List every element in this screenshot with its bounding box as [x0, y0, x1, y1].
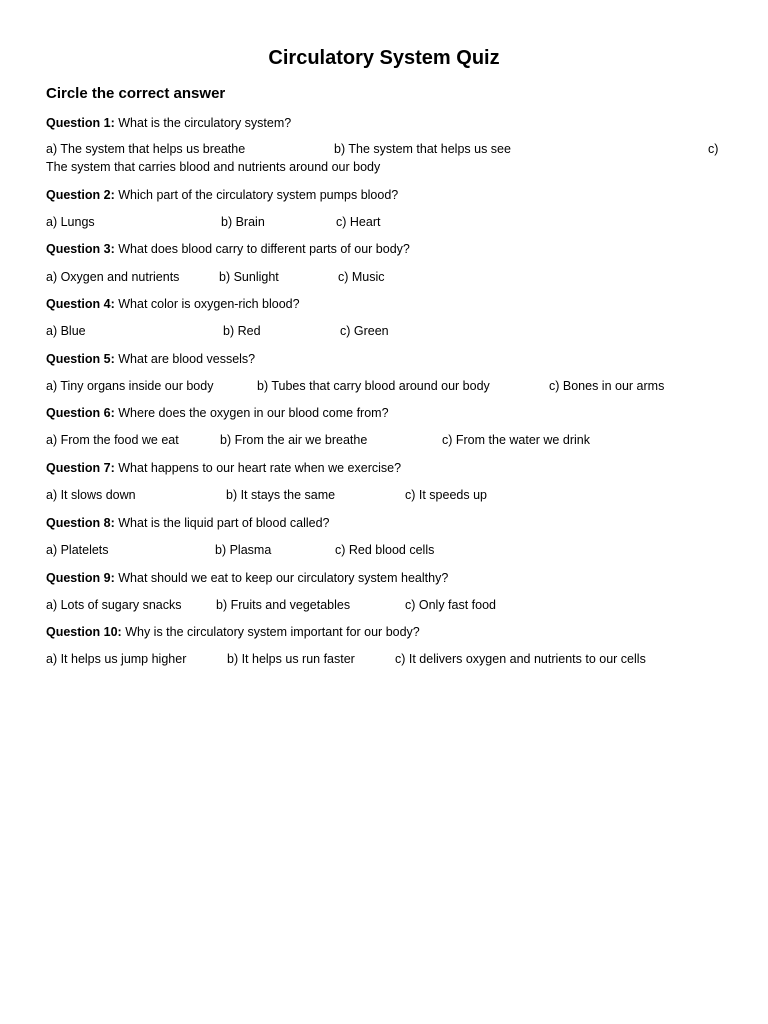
q2-option-a[interactable]: a) Lungs — [46, 215, 95, 229]
q5-option-a[interactable]: a) Tiny organs inside our body — [46, 379, 214, 393]
q7-option-a[interactable]: a) It slows down — [46, 488, 136, 502]
q4-option-b[interactable]: b) Red — [223, 324, 261, 338]
question-text: Why is the circulatory system important for our body? — [125, 625, 420, 639]
q9-option-a[interactable]: a) Lots of sugary snacks — [46, 598, 182, 612]
question-text: What happens to our heart rate when we exercise? — [118, 461, 402, 475]
question-label: Question 3: — [46, 242, 115, 256]
question-text: What should we eat to keep our circulatory system healthy? — [118, 571, 449, 585]
q6-option-c[interactable]: c) From the water we drink — [442, 433, 590, 447]
question-2 — [46, 187, 398, 204]
q2-option-c[interactable]: c) Heart — [336, 215, 381, 229]
question-1 — [46, 115, 291, 132]
q2-option-b[interactable]: b) Brain — [221, 215, 265, 229]
q10-option-a[interactable]: a) It helps us jump higher — [46, 652, 187, 666]
question-10 — [46, 624, 420, 641]
question-7 — [46, 460, 401, 477]
q1-option-c-continued[interactable]: The system that carries blood and nutrients around our body — [46, 160, 381, 174]
question-text: What are blood vessels? — [118, 352, 256, 366]
q6-option-a[interactable]: a) From the food we eat — [46, 433, 179, 447]
q1-option-a[interactable]: a) The system that helps us breathe — [46, 142, 246, 156]
question-text: What color is oxygen-rich blood? — [118, 297, 300, 311]
question-4 — [46, 296, 300, 313]
question-3 — [46, 241, 410, 258]
question-9 — [46, 570, 448, 587]
question-label: Question 6: — [46, 406, 115, 420]
question-label: Question 9: — [46, 571, 115, 585]
q7-option-c[interactable]: c) It speeds up — [405, 488, 487, 502]
question-label: Question 10: — [46, 625, 122, 639]
question-label: Question 7: — [46, 461, 115, 475]
q1-option-b[interactable]: b) The system that helps us see — [334, 142, 511, 156]
question-text: Where does the oxygen in our blood come from? — [118, 406, 389, 420]
q4-option-c[interactable]: c) Green — [340, 324, 389, 338]
question-label: Question 5: — [46, 352, 115, 366]
instructions: Circle the correct answer — [46, 85, 226, 102]
question-5 — [46, 351, 255, 368]
q3-option-a[interactable]: a) Oxygen and nutrients — [46, 270, 180, 284]
question-label: Question 2: — [46, 188, 115, 202]
q5-option-c[interactable]: c) Bones in our arms — [549, 379, 665, 393]
question-text: What does blood carry to different parts of our body? — [118, 242, 410, 256]
q8-option-a[interactable]: a) Platelets — [46, 543, 109, 557]
q6-option-b[interactable]: b) From the air we breathe — [220, 433, 368, 447]
question-text: What is the circulatory system? — [118, 116, 292, 130]
q10-option-c[interactable]: c) It delivers oxygen and nutrients to our cells — [395, 652, 646, 666]
question-8 — [46, 515, 330, 532]
q3-option-c[interactable]: c) Music — [338, 270, 385, 284]
q5-option-b[interactable]: b) Tubes that carry blood around our body — [257, 379, 490, 393]
question-label: Question 8: — [46, 516, 115, 530]
q8-option-c[interactable]: c) Red blood cells — [335, 543, 435, 557]
q10-option-b[interactable]: b) It helps us run faster — [227, 652, 355, 666]
q4-option-a[interactable]: a) Blue — [46, 324, 86, 338]
page-title: Circulatory System Quiz — [268, 47, 500, 69]
q3-option-b[interactable]: b) Sunlight — [219, 270, 279, 284]
q7-option-b[interactable]: b) It stays the same — [226, 488, 336, 502]
question-6 — [46, 405, 389, 422]
question-text: Which part of the circulatory system pumps blood? — [118, 188, 399, 202]
q8-option-b[interactable]: b) Plasma — [215, 543, 272, 557]
q9-option-b[interactable]: b) Fruits and vegetables — [216, 598, 351, 612]
q1-option-c[interactable]: c) — [708, 142, 719, 156]
q9-option-c[interactable]: c) Only fast food — [405, 598, 497, 612]
question-text: What is the liquid part of blood called? — [118, 516, 330, 530]
question-label: Question 4: — [46, 297, 115, 311]
question-label: Question 1: — [46, 116, 115, 130]
